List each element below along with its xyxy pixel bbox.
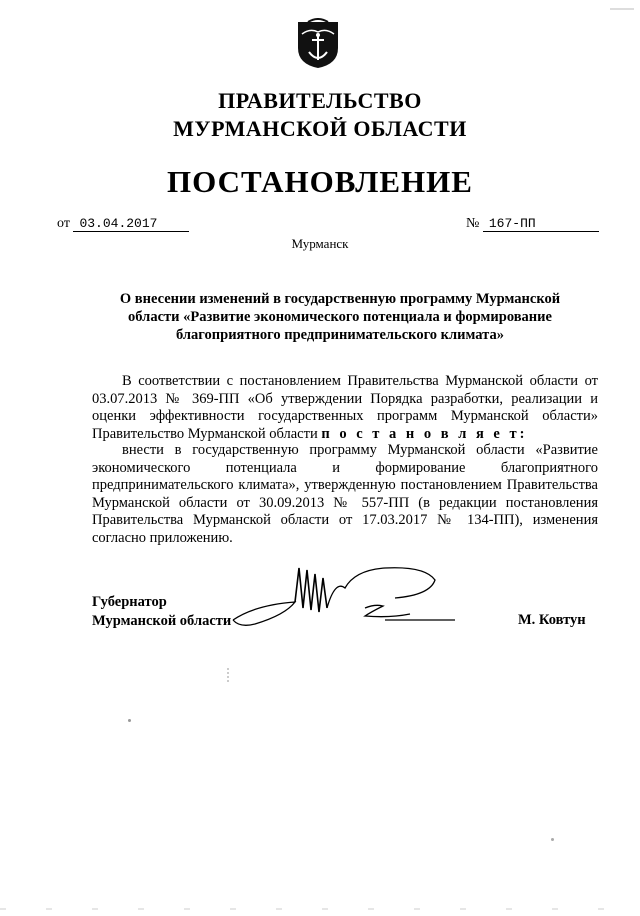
- scan-artifact: [0, 898, 640, 901]
- scan-artifact: [128, 719, 131, 722]
- body-paragraph-1: [92, 373, 598, 443]
- para2-text: внести в государственную программу Мурманской области «Развитие экономического потенциала и формирование благоприятного предпринимательского климата», утвержденную постановлением Правительства Мурманской области от 30.09.2013 № 557-ПП (в редакции постановления Правительства Мурманской области от 17.03.2017 № 134-ПП), изменения согласно приложению.: [92, 442, 598, 546]
- para1-emphasis: п о с т а н о в л я е т:: [321, 425, 528, 442]
- document-subject: [100, 290, 580, 344]
- subject-line3: благоприятного предпринимательского климата»: [176, 327, 504, 343]
- handwritten-signature: [225, 560, 475, 640]
- subject-line2: области «Развитие экономического потенциала и формирование: [128, 309, 552, 325]
- date-prefix: от: [57, 216, 70, 231]
- coat-of-arms-icon: [296, 18, 340, 70]
- scan-artifact: [551, 838, 554, 841]
- signatory-name: М. Ковтун: [518, 612, 586, 628]
- document-type: ПОСТАНОВЛЕНИЕ: [167, 164, 473, 199]
- scan-artifact: [610, 8, 634, 10]
- subject-line1: О внесении изменений в государственную программу Мурманской: [119, 291, 561, 307]
- org-name-line2: МУРМАНСКОЙ ОБЛАСТИ: [173, 116, 467, 141]
- signatory-title-line1: Губернатор: [92, 594, 167, 610]
- body-paragraph-2: [92, 442, 598, 547]
- date-row: [57, 216, 189, 232]
- city: Мурманск: [291, 236, 349, 251]
- scan-artifact: [226, 668, 230, 682]
- number-value: 167-ПП: [483, 217, 599, 232]
- date-value: 03.04.2017: [73, 217, 189, 232]
- number-prefix: №: [466, 216, 480, 231]
- org-name-line1: ПРАВИТЕЛЬСТВО: [218, 88, 422, 113]
- signatory-title: [92, 593, 231, 631]
- signatory-title-line2: Мурманской области: [92, 613, 232, 629]
- para1-text: В соответствии с постановлением Правительства Мурманской области от 03.07.2013 № 369-ПП «Об утверждении Порядка разработки, реализации и оценки эффективности государственных программ Мурманской области» Правительство Мурманской области: [92, 373, 598, 442]
- number-row: [466, 216, 599, 232]
